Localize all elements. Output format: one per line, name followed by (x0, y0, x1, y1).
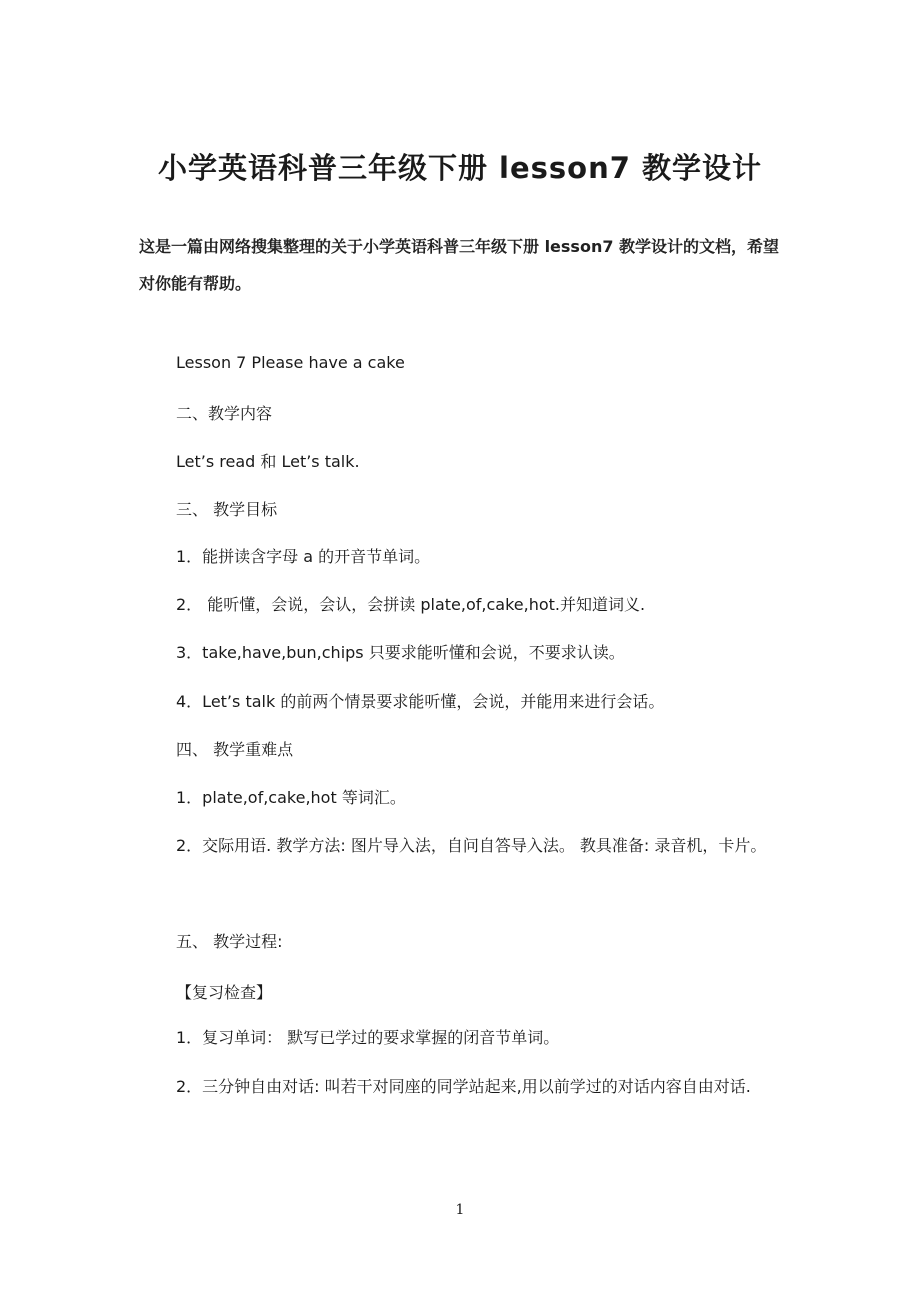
objective-item-4: 4．Let’s talk 的前两个情景要求能听懂，会说，并能用来进行会话。 (176, 692, 665, 711)
page-number: 1 (455, 1202, 465, 1218)
section-heading-difficulties: 四、 教学重难点 (176, 740, 294, 759)
objective-item-1: 1．能拼读含字母 a 的开音节单词。 (176, 547, 431, 566)
review-heading: 【复习检查】 (176, 983, 273, 1002)
objective-item-2: 2． 能听懂，会说，会认，会拼读 plate,of,cake,hot.并知道词义. (176, 595, 646, 614)
section-heading-objectives: 三、 教学目标 (176, 500, 278, 519)
content-paragraph: Let’s read 和 Let’s talk. (176, 452, 360, 471)
difficulty-item-1: 1．plate,of,cake,hot 等词汇。 (176, 788, 406, 807)
section-heading-content: 二、教学内容 (176, 404, 273, 423)
section-heading-process: 五、 教学过程: (176, 932, 283, 951)
review-item-1: 1．复习单词： 默写已学过的要求掌握的闭音节单词。 (176, 1028, 560, 1047)
lesson-heading: Lesson 7 Please have a cake (176, 353, 405, 372)
intro-paragraph: 这是一篇由网络搜集整理的关于小学英语科普三年级下册 lesson7 教学设计的文档，希望对你能有帮助。 (139, 237, 780, 293)
review-item-2: 2．三分钟自由对话: 叫若干对同座的同学站起来,用以前学过的对话内容自由对话. (176, 1077, 751, 1096)
document-title: 小学英语科普三年级下册 lesson7 教学设计 (157, 151, 763, 185)
difficulty-item-2: 2．交际用语. 教学方法: 图片导入法，自问自答导入法。 教具准备: 录音机，卡片。 (176, 836, 767, 855)
objective-item-3: 3．take,have,bun,chips 只要求能听懂和会说，不要求认读。 (176, 643, 625, 662)
